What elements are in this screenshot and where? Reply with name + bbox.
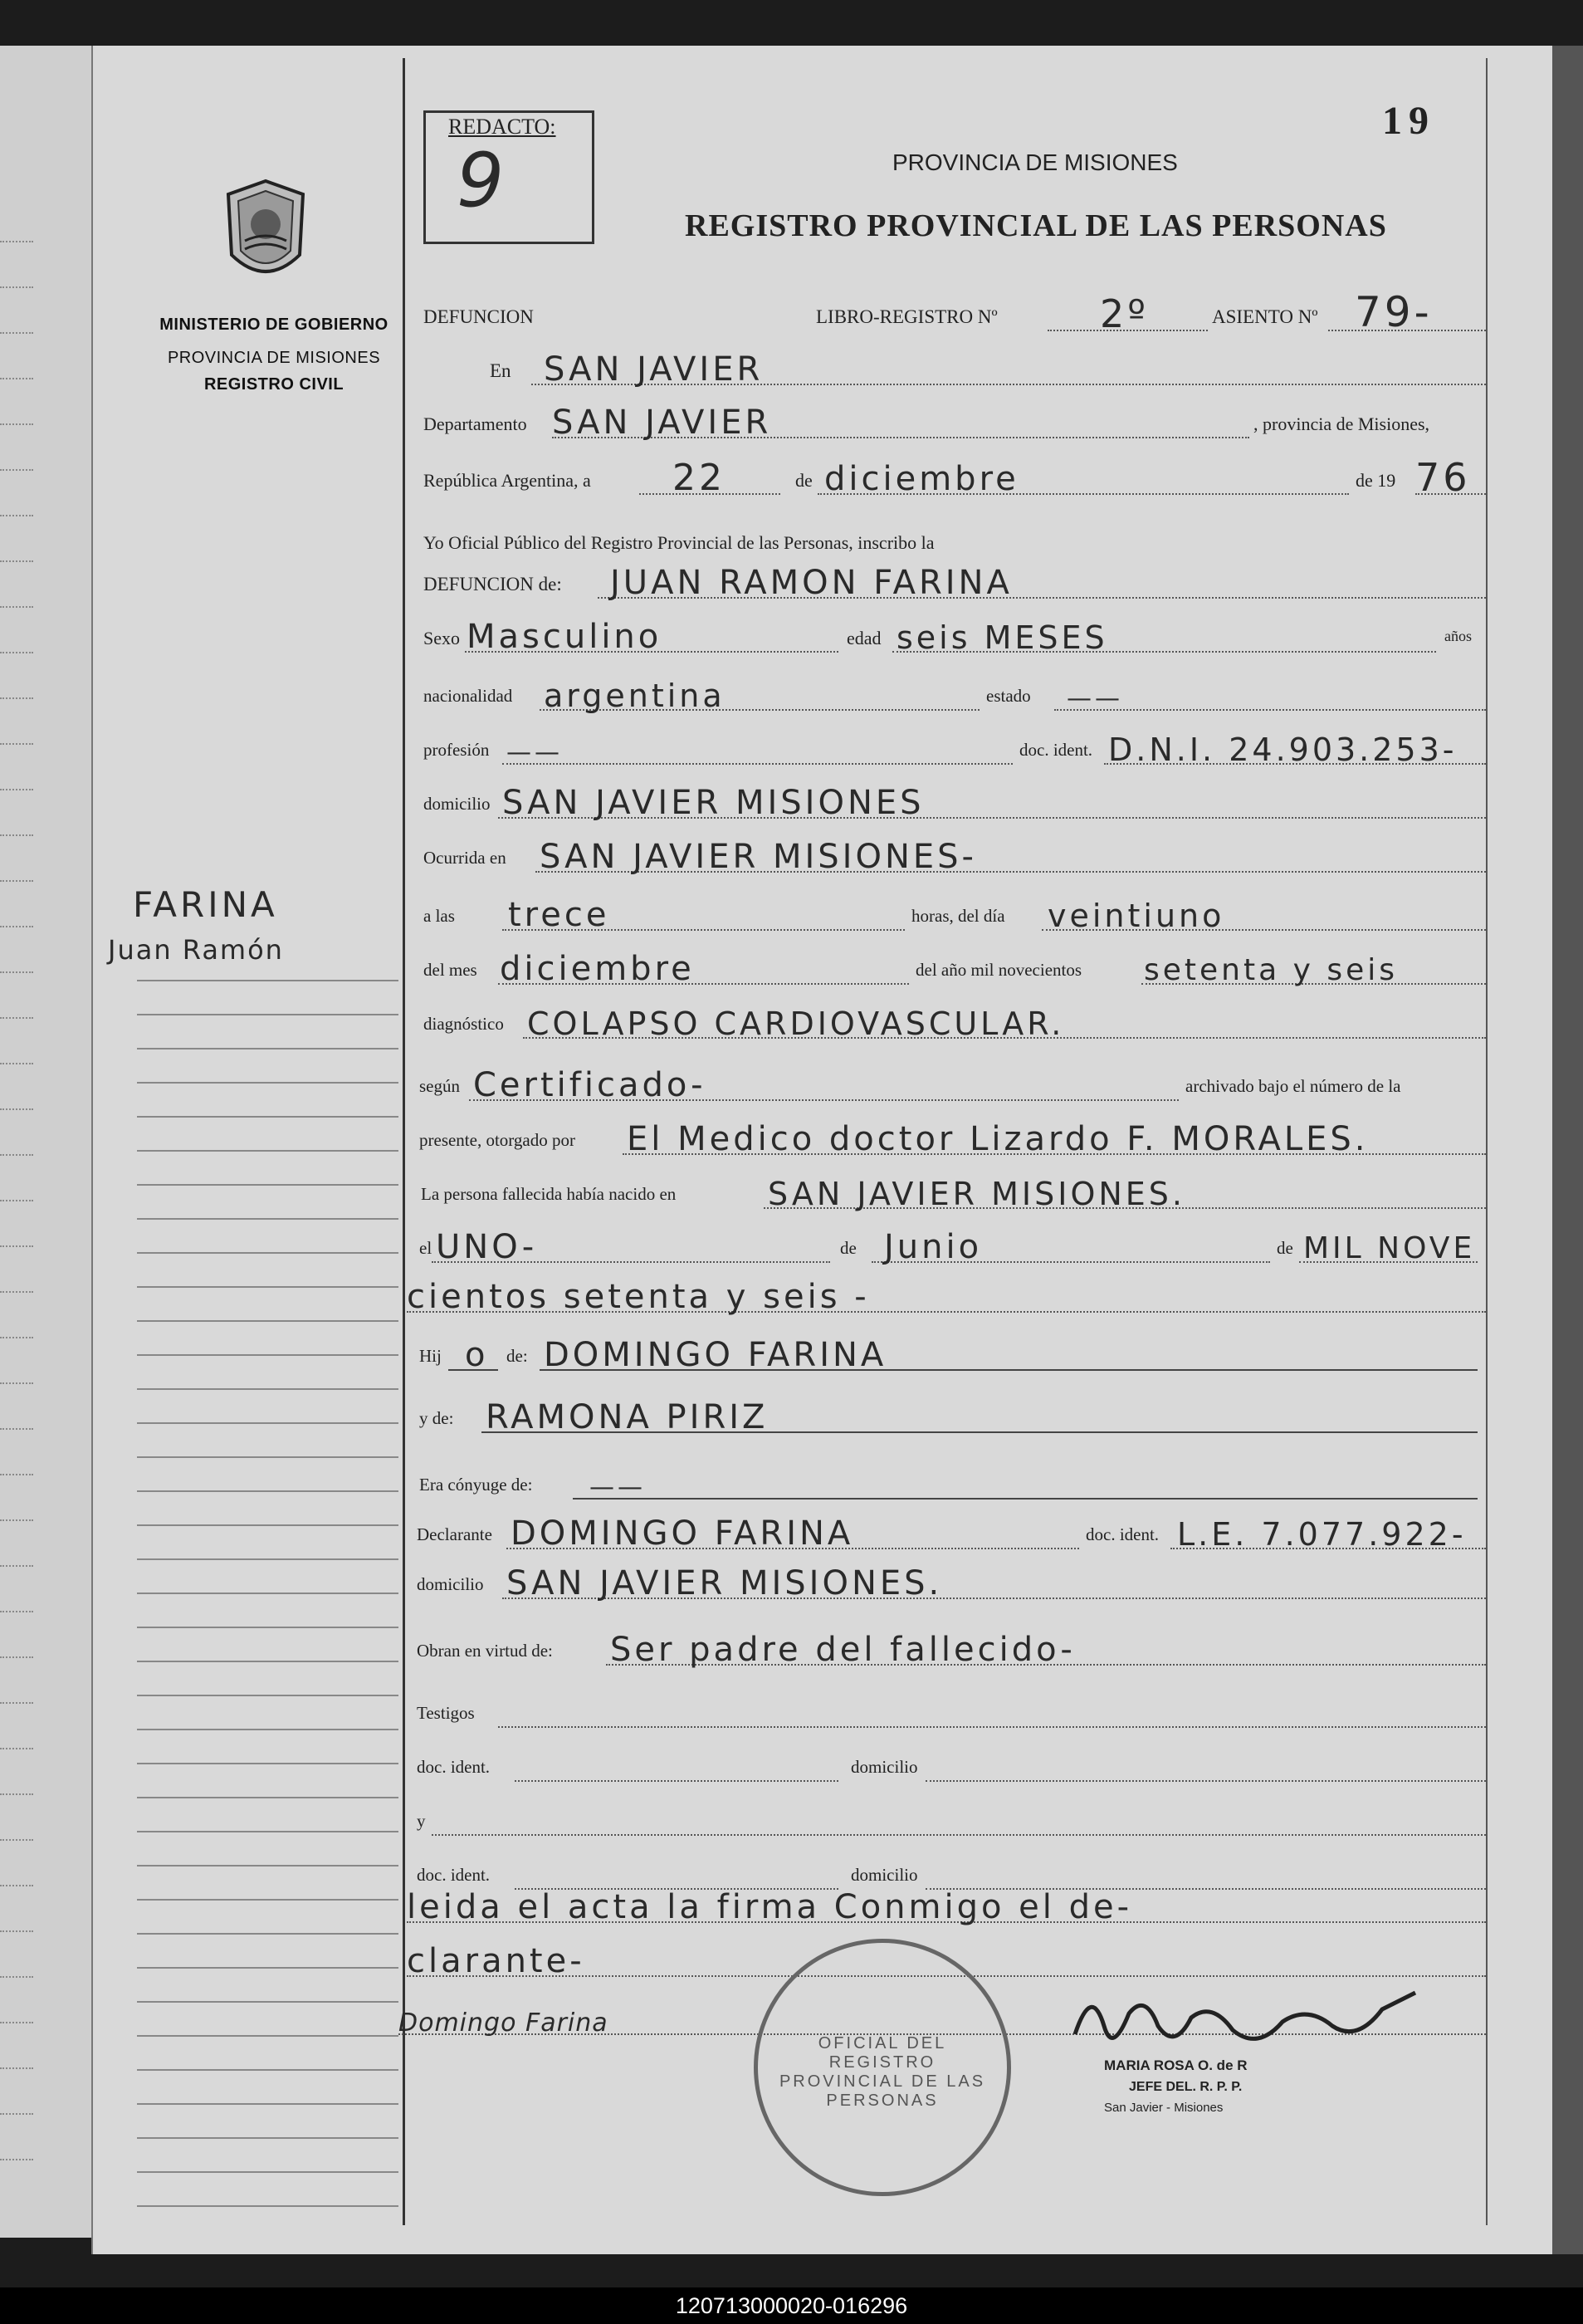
field-libro-value: 2º — [1100, 291, 1149, 336]
field-hij-label: Hij — [419, 1346, 442, 1366]
field-asiento-value: 79- — [1355, 288, 1433, 336]
field-profesion-value: —— — [506, 738, 563, 767]
field-el-value: UNO- — [436, 1228, 538, 1266]
field-depto-value: SAN JAVIER — [552, 404, 772, 442]
field-estado-label: estado — [986, 686, 1031, 706]
registry-stamp — [754, 1939, 1011, 2196]
field-t1-doc-label: doc. ident. — [417, 1757, 491, 1777]
field-declarant-signature: Domingo Farina — [398, 2008, 608, 2038]
field-closing-line2: clarante- — [407, 1942, 585, 1980]
field-anio-value: setenta y seis — [1144, 953, 1399, 987]
official-signature — [1067, 1976, 1432, 2067]
field-decl-dom-value: SAN JAVIER MISIONES. — [506, 1564, 943, 1602]
margin-given-name: Juan Ramón — [108, 934, 284, 966]
field-sexo-value: Masculino — [467, 618, 662, 656]
field-de2-label: de — [840, 1238, 857, 1258]
ministry-line-1: MINISTERIO DE GOBIERNO — [159, 316, 388, 334]
field-diagnostico-value: COLAPSO CARDIOVASCULAR. — [527, 1005, 1065, 1042]
field-conyuge-value: —— — [589, 1473, 646, 1502]
field-horas-value: veintiuno — [1048, 898, 1225, 934]
form-underline — [502, 763, 1013, 765]
field-horas-label: horas, del día — [911, 906, 1005, 926]
field-t2-doc-label: doc. ident. — [417, 1865, 491, 1885]
field-presente-label: presente, otorgado por — [419, 1130, 575, 1150]
redacto-label: REDACTO: — [448, 115, 556, 139]
field-provincia-suffix: , provincia de Misiones, — [1253, 413, 1430, 434]
field-mes-value: diciembre — [824, 460, 1019, 498]
field-decl-dom-label: domicilio — [417, 1574, 484, 1594]
field-decl-doc-value: L.E. 7.077.922- — [1177, 1516, 1467, 1553]
field-defuncion-de-value: JUAN RAMON FARINA — [610, 564, 1013, 602]
field-de-label: de — [795, 470, 813, 491]
field-diagnostico-label: diagnóstico — [423, 1014, 504, 1034]
field-estado-value: —— — [1067, 684, 1123, 713]
field-de2-value: Junio — [884, 1228, 983, 1266]
field-el-label: el — [419, 1238, 432, 1258]
field-doc-ident-value: D.N.I. 24.903.253- — [1108, 731, 1458, 768]
margin-surname: FARINA — [133, 884, 278, 925]
field-declarante-label: Declarante — [417, 1524, 492, 1544]
field-segun-label: según — [419, 1076, 460, 1096]
page-number: 19 — [1382, 99, 1435, 143]
field-obran-value: Ser padre del fallecido- — [610, 1631, 1076, 1669]
field-domicilio-label: domicilio — [423, 794, 491, 814]
form-underline — [498, 1726, 1486, 1728]
field-defuncion: DEFUNCION — [423, 306, 534, 327]
field-archivado-label: archivado bajo el número de la — [1185, 1076, 1401, 1096]
form-underline — [573, 1498, 1478, 1500]
field-hijde-label: de: — [506, 1346, 528, 1366]
field-cont-value: cientos setenta y seis - — [407, 1278, 870, 1316]
field-libro-label: LIBRO-REGISTRO Nº — [816, 306, 998, 327]
field-ocurrida-value: SAN JAVIER MISIONES- — [540, 838, 977, 876]
ministry-line-3: REGISTRO CIVIL — [203, 375, 344, 394]
field-oficial-text: Yo Oficial Público del Registro Provincial de las Personas, inscribo la — [423, 532, 935, 553]
field-depto-label: Departamento — [423, 413, 527, 434]
field-nacionalidad-label: nacionalidad — [423, 686, 513, 706]
field-nacionalidad-value: argentina — [544, 678, 726, 714]
field-year-prefix: de 19 — [1356, 470, 1396, 491]
redacto-value: 9 — [457, 137, 508, 224]
field-anio-label: del año mil novecientos — [916, 960, 1082, 980]
form-underline — [515, 1780, 838, 1782]
field-conyuge-label: Era cónyuge de: — [419, 1475, 533, 1495]
field-alas-label: a las — [423, 906, 455, 926]
field-dia-value: 22 — [672, 457, 726, 499]
field-de3-label: de — [1277, 1238, 1293, 1258]
field-presente-value: El Medico doctor Lizardo F. MORALES. — [627, 1120, 1369, 1158]
field-defuncion-de-label: DEFUNCION de: — [423, 574, 562, 594]
field-hij-value: o — [465, 1336, 489, 1374]
field-decl-doc-label: doc. ident. — [1086, 1524, 1160, 1544]
field-doc-ident-label: doc. ident. — [1019, 740, 1093, 760]
field-hijde-value: DOMINGO FARINA — [544, 1336, 887, 1374]
field-delmes-label: del mes — [423, 960, 477, 980]
field-y-label: y — [417, 1811, 426, 1831]
official-title: JEFE DEL. R. P. P. — [1129, 2080, 1243, 2094]
form-underline — [432, 1834, 1486, 1836]
field-year-value: 76 — [1415, 455, 1471, 500]
field-yde-label: y de: — [419, 1408, 454, 1428]
official-place: San Javier - Misiones — [1104, 2101, 1224, 2115]
official-name: MARIA ROSA O. de R — [1104, 2057, 1248, 2073]
field-edad-value: seis MESES — [897, 619, 1108, 656]
field-anos-label: años — [1444, 628, 1472, 644]
field-yde-value: RAMONA PIRIZ — [486, 1398, 769, 1436]
field-obran-label: Obran en virtud de: — [417, 1641, 553, 1661]
registry-title: REGISTRO PROVINCIAL DE LAS PERSONAS — [685, 208, 1387, 243]
field-profesion-label: profesión — [423, 740, 490, 760]
ministry-line-2: PROVINCIA DE MISIONES — [167, 349, 381, 367]
form-underline — [926, 1780, 1486, 1782]
province-title: PROVINCIA DE MISIONES — [892, 149, 1178, 175]
field-t1-dom-label: domicilio — [851, 1757, 918, 1777]
field-republica-label: República Argentina, a — [423, 470, 591, 491]
field-en-label: En — [490, 360, 511, 381]
field-segun-value: Certificado- — [473, 1066, 706, 1104]
field-nacido-label: La persona fallecida había nacido en — [421, 1184, 677, 1204]
field-testigos-label: Testigos — [417, 1703, 475, 1723]
field-domicilio-value: SAN JAVIER MISIONES — [502, 784, 925, 822]
field-de3-value: MIL NOVE — [1303, 1231, 1476, 1265]
field-sexo-label: Sexo — [423, 628, 460, 648]
field-nacido-value: SAN JAVIER MISIONES. — [768, 1176, 1185, 1212]
field-alas-value: trece — [508, 896, 610, 934]
field-declarante-value: DOMINGO FARINA — [511, 1514, 854, 1553]
field-ocurrida-label: Ocurrida en — [423, 848, 506, 868]
field-t2-dom-label: domicilio — [851, 1865, 918, 1885]
field-en-value: SAN JAVIER — [544, 350, 764, 389]
stamp-text: OFICIAL DEL REGISTRO PROVINCIAL DE LAS PERSONAS — [779, 2034, 986, 2110]
document-id-footer: 120713000020-016296 — [0, 2287, 1583, 2324]
field-closing-line1: leida el acta la firma Conmigo el de- — [407, 1888, 1133, 1926]
field-asiento-label: ASIENTO Nº — [1212, 306, 1318, 327]
field-edad-label: edad — [847, 628, 882, 648]
field-delmes-value: diciembre — [500, 950, 695, 988]
